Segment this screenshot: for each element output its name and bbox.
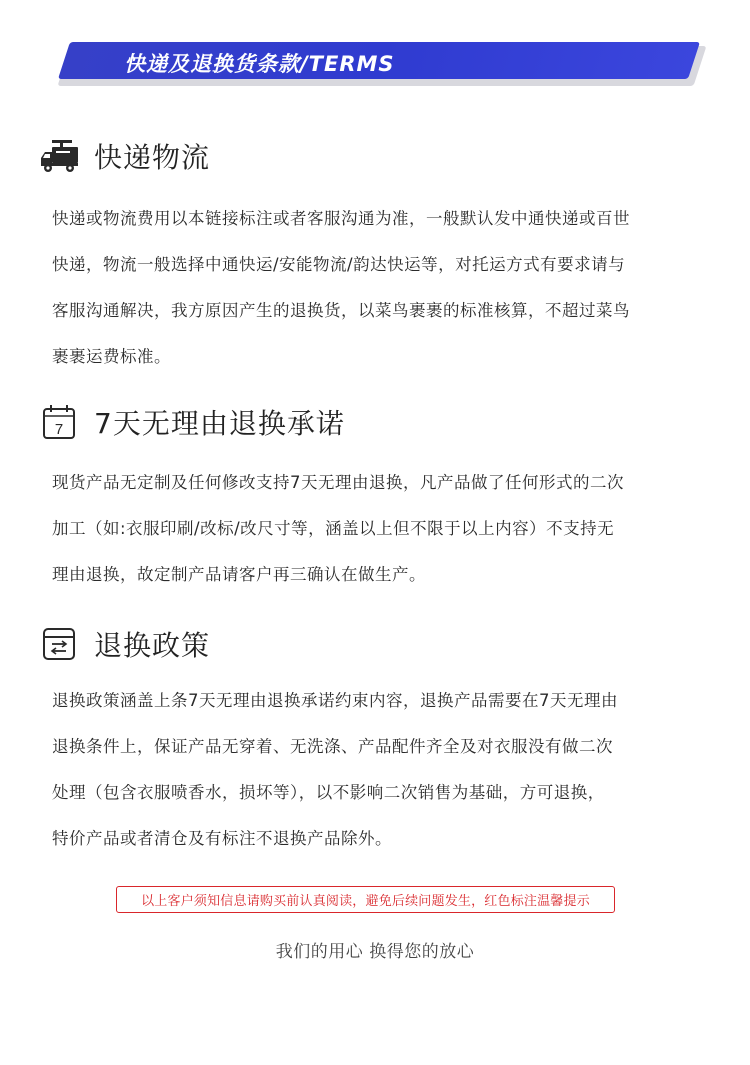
body-line: 裹裹运费标准。 — [52, 347, 171, 366]
section-title-return-policy: 退换政策 — [94, 629, 211, 662]
body-line: 特价产品或者清仓及有标注不退换产品除外。 — [52, 829, 392, 848]
exchange-box-icon — [40, 626, 80, 662]
body-line: 退换政策涵盖上条7天无理由退换承诺约束内容，退换产品需要在7天无理由 — [52, 691, 618, 710]
banner-title: 快递及退换货条款/TERMS — [124, 52, 395, 76]
body-line: 加工（如:衣服印刷/改标/改尺寸等，涵盖以上但不限于以上内容）不支持无 — [52, 519, 615, 538]
section-header-return-policy — [40, 624, 210, 664]
section-header-7day-return — [40, 402, 345, 442]
body-line: 理由退换，故定制产品请客户再三确认在做生产。 — [52, 565, 426, 584]
section-body-shipping — [52, 196, 692, 380]
body-line: 现货产品无定制及任何修改支持7天无理由退换，凡产品做了任何形式的二次 — [52, 473, 624, 492]
body-line: 处理（包含衣服喷香水，损坏等），以不影响二次销售为基础，方可退换， — [52, 783, 605, 802]
section-header-shipping — [40, 136, 210, 176]
delivery-truck-icon — [40, 138, 80, 174]
terms-banner — [56, 40, 704, 90]
section-body-7day-return — [52, 460, 692, 598]
body-line: 快递，物流一般选择中通快运/安能物流/韵达快运等，对托运方式有要求请与 — [52, 255, 626, 274]
red-notice-box — [116, 886, 615, 913]
body-line: 快递或物流费用以本链接标注或者客服沟通为准，一般默认发中通快递或百世 — [52, 209, 630, 228]
section-title-7day-return: 7天无理由退换承诺 — [94, 407, 345, 440]
body-line: 退换条件上，保证产品无穿着、无洗涤、产品配件齐全及对衣服没有做二次 — [52, 737, 613, 756]
notice-text: 以上客户须知信息请购买前认真阅读，避免后续问题发生，红色标注温馨提示 — [141, 894, 590, 909]
section-title-shipping: 快递物流 — [94, 141, 211, 174]
calendar-icon — [40, 404, 80, 440]
calendar-number: 7 — [54, 421, 64, 438]
section-body-return-policy — [52, 678, 692, 862]
body-line: 客服沟通解决，我方原因产生的退换货，以菜鸟裹裹的标准核算，不超过菜鸟 — [52, 301, 630, 320]
slogan: 我们的用心 换得您的放心 — [275, 942, 475, 962]
